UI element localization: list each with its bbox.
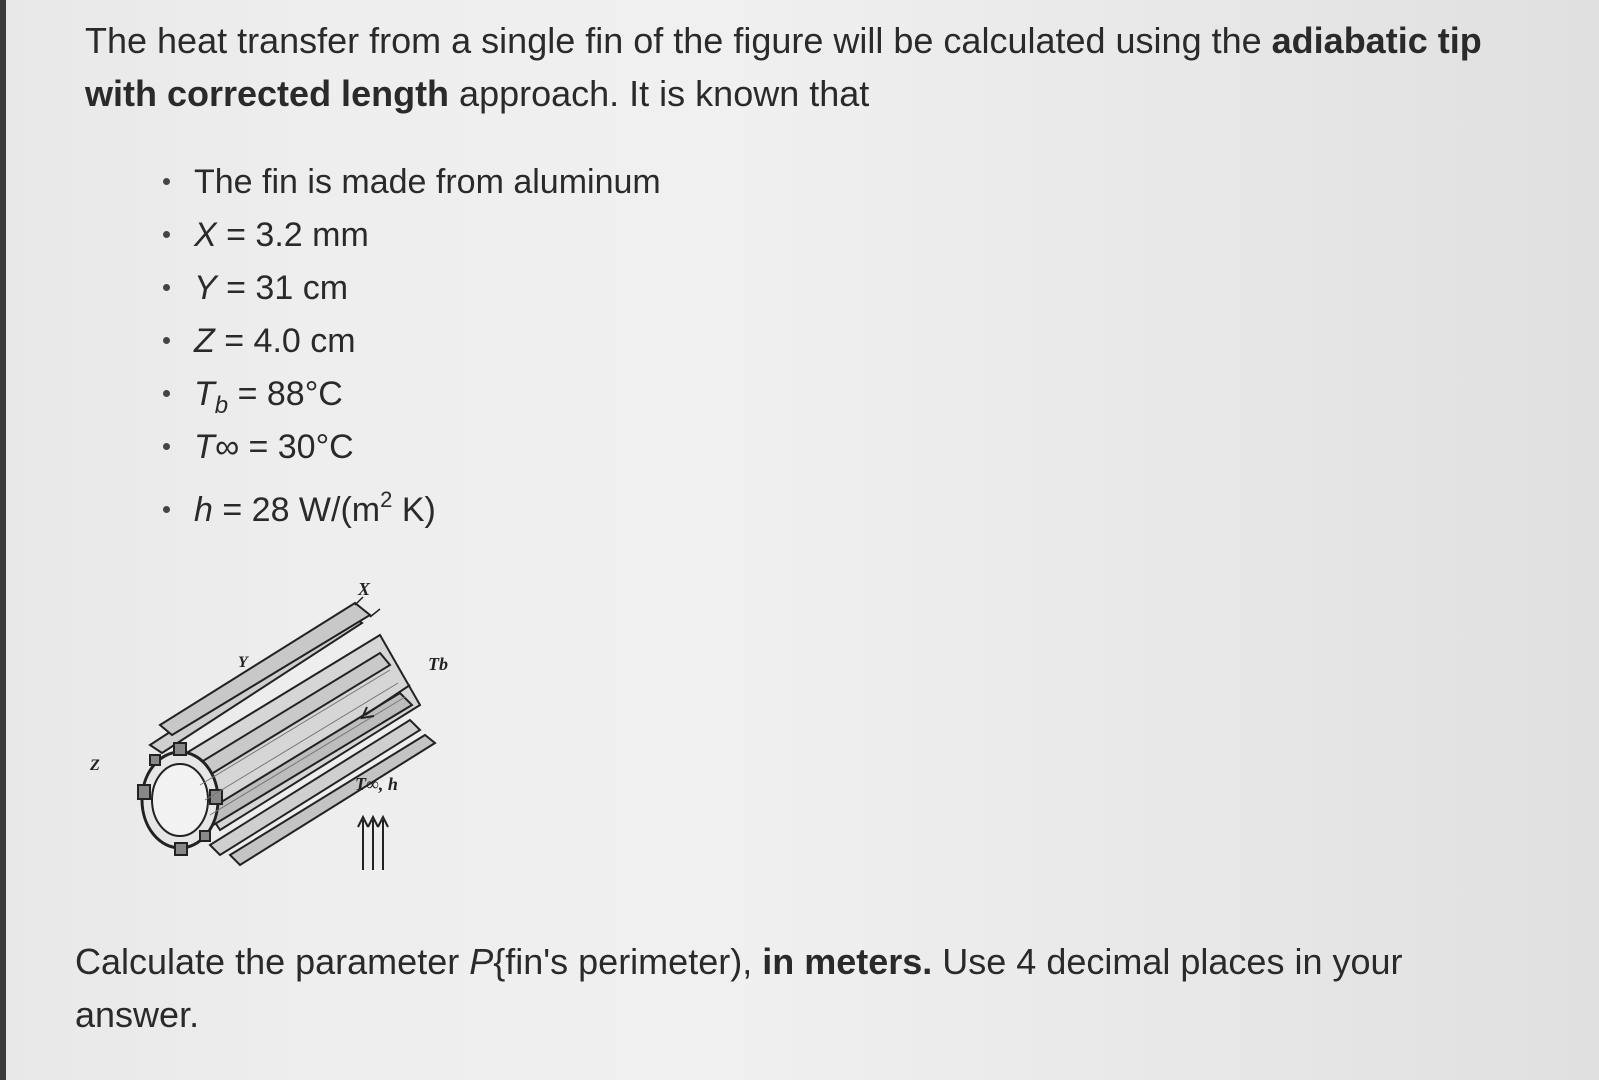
list-item-z: Z = 4.0 cm bbox=[150, 317, 661, 370]
list-item-tb: $T_b = 88^\circ C$ bbox=[150, 370, 661, 423]
page-edge bbox=[0, 0, 6, 1080]
bullet-icon bbox=[163, 178, 170, 185]
intro-bold-method: adiabatic tip with corrected length bbox=[85, 20, 1482, 114]
bullet-icon bbox=[163, 390, 170, 397]
bullet-icon bbox=[163, 506, 170, 513]
list-item-y: Y = 31 cm bbox=[150, 264, 661, 317]
list-item-material: The fin is made from aluminum bbox=[150, 158, 661, 211]
figure-label-tb: Tb bbox=[428, 654, 448, 674]
given-values-list bbox=[150, 158, 661, 539]
list-item-x: X = 3.2 mm bbox=[150, 211, 661, 264]
figure-label-y: Y bbox=[238, 654, 248, 671]
figure-label-tinf-h: T∞, h bbox=[355, 774, 398, 794]
bullet-icon bbox=[163, 337, 170, 344]
intro-text-1: The heat transfer from a single fin of the figure will be calculated using the bbox=[85, 20, 1272, 61]
finned-tube-figure bbox=[80, 575, 480, 895]
figure-label-z: Z bbox=[90, 757, 100, 774]
list-item-h: h = 28 $W/(m^2$ K) bbox=[150, 486, 661, 539]
bullet-icon bbox=[163, 231, 170, 238]
question-text: Calculate the parameter P{fin's perimeter), in meters. Use 4 decimal places in your answer. bbox=[75, 941, 1403, 1035]
intro-text-2: approach. It is known that bbox=[449, 73, 870, 114]
bullet-icon bbox=[163, 284, 170, 291]
bullet-icon bbox=[163, 443, 170, 450]
figure-label-x: X bbox=[358, 579, 371, 599]
list-item-tinf: T∞ = 30°C bbox=[150, 423, 661, 476]
problem-intro bbox=[85, 14, 1505, 120]
